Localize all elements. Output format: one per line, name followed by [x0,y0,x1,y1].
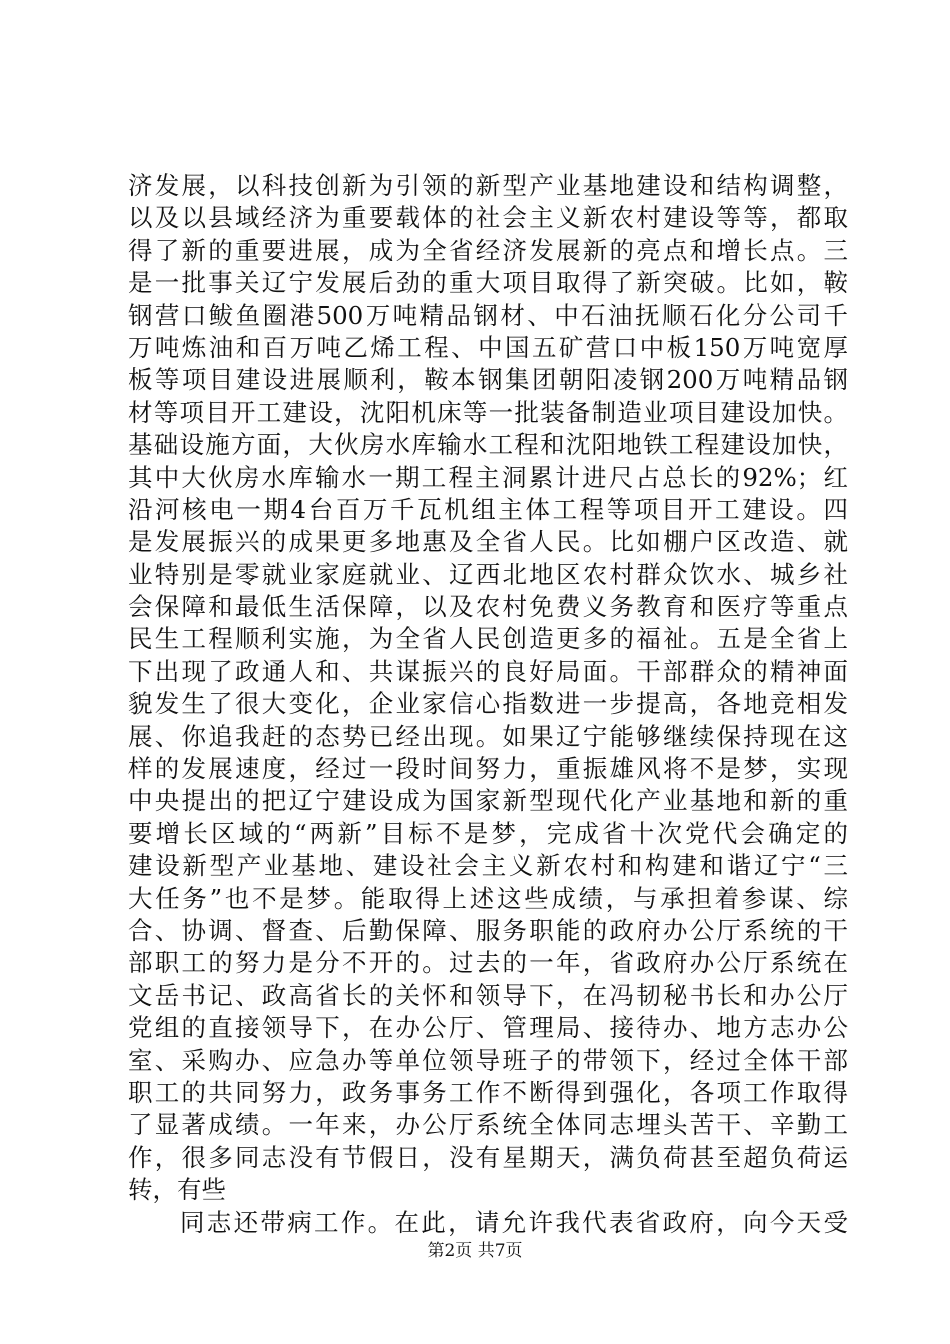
text-line: 建设新型产业基地、建设社会主义新农村和构建和谐辽宁“三 [128,851,848,881]
text-line: 沿河核电一期4台百万千瓦机组主体工程等项目开工建设。四 [128,494,848,524]
text-line: 室、采购办、应急办等单位领导班子的带领下，经过全体干部 [128,1045,848,1075]
text-line: 民生工程顺利实施，为全省人民创造更多的福祉。五是全省上 [128,624,848,654]
body-text [128,170,848,1239]
text-line: 其中大伙房水库输水一期工程主洞累计进尺占总长的92%；红 [128,462,848,492]
text-line: 得了新的重要进展，成为全省经济发展新的亮点和增长点。三 [128,235,848,265]
page-footer: 第2页 共7页 [427,1241,523,1261]
text-line: 大任务”也不是梦。能取得上述这些成绩，与承担着参谋、综 [128,883,848,913]
text-line: 济发展，以科技创新为引领的新型产业基地建设和结构调整， [128,171,848,200]
text-line: 了显著成绩。一年来，办公厅系统全体同志埋头苦干、辛勤工 [128,1110,848,1140]
text-line: 转，有些 [128,1175,226,1205]
text-line: 样的发展速度，经过一段时间努力，重振雄风将不是梦，实现 [128,754,848,784]
text-line: 貌发生了很大变化，企业家信心指数进一步提高，各地竞相发 [128,689,848,719]
text-line: 要增长区域的“两新”目标不是梦，完成省十次党代会确定的 [128,818,848,848]
text-line: 文岳书记、政高省长的关怀和领导下，在冯韧秘书长和办公厅 [128,980,848,1010]
text-line: 部职工的努力是分不开的。过去的一年，省政府办公厅系统在 [128,948,848,978]
text-line: 万吨炼油和百万吨乙烯工程、中国五矿营口中板150万吨宽厚 [128,332,848,362]
text-line: 是发展振兴的成果更多地惠及全省人民。比如棚户区改造、就 [128,527,848,557]
text-line: 会保障和最低生活保障，以及农村免费义务教育和医疗等重点 [128,592,848,622]
text-line: 业特别是零就业家庭就业、辽西北地区农村群众饮水、城乡社 [128,559,848,589]
text-line: 职工的共同努力，政务事务工作不断得到强化，各项工作取得 [128,1077,848,1107]
text-line: 板等项目建设进展顺利，鞍本钢集团朝阳凌钢200万吨精品钢 [128,365,848,395]
text-line: 钢营口鲅鱼圈港500万吨精品钢材、中石油抚顺石化分公司千 [128,300,848,330]
text-line: 以及以县域经济为重要载体的社会主义新农村建设等等，都取 [128,203,848,233]
text-line: 展、你追我赶的态势已经出现。如果辽宁能够继续保持现在这 [128,721,848,751]
text-line: 作，很多同志没有节假日，没有星期天，满负荷甚至超负荷运 [128,1142,848,1172]
text-line-indented: 同志还带病工作。在此，请允许我代表省政府，向今天受 [180,1207,848,1237]
text-line: 党组的直接领导下，在办公厅、管理局、接待办、地方志办公 [128,1013,848,1043]
text-line: 材等项目开工建设，沈阳机床等一批装备制造业项目建设加快。 [128,397,848,427]
text-line: 下出现了政通人和、共谋振兴的良好局面。干部群众的精神面 [128,656,848,686]
text-line: 是一批事关辽宁发展后劲的重大项目取得了新突破。比如，鞍 [128,268,848,298]
text-line: 合、协调、督查、后勤保障、服务职能的政府办公厅系统的干 [128,915,848,945]
text-line: 中央提出的把辽宁建设成为国家新型现代化产业基地和新的重 [128,786,848,816]
text-line: 基础设施方面，大伙房水库输水工程和沈阳地铁工程建设加快， [128,430,848,460]
